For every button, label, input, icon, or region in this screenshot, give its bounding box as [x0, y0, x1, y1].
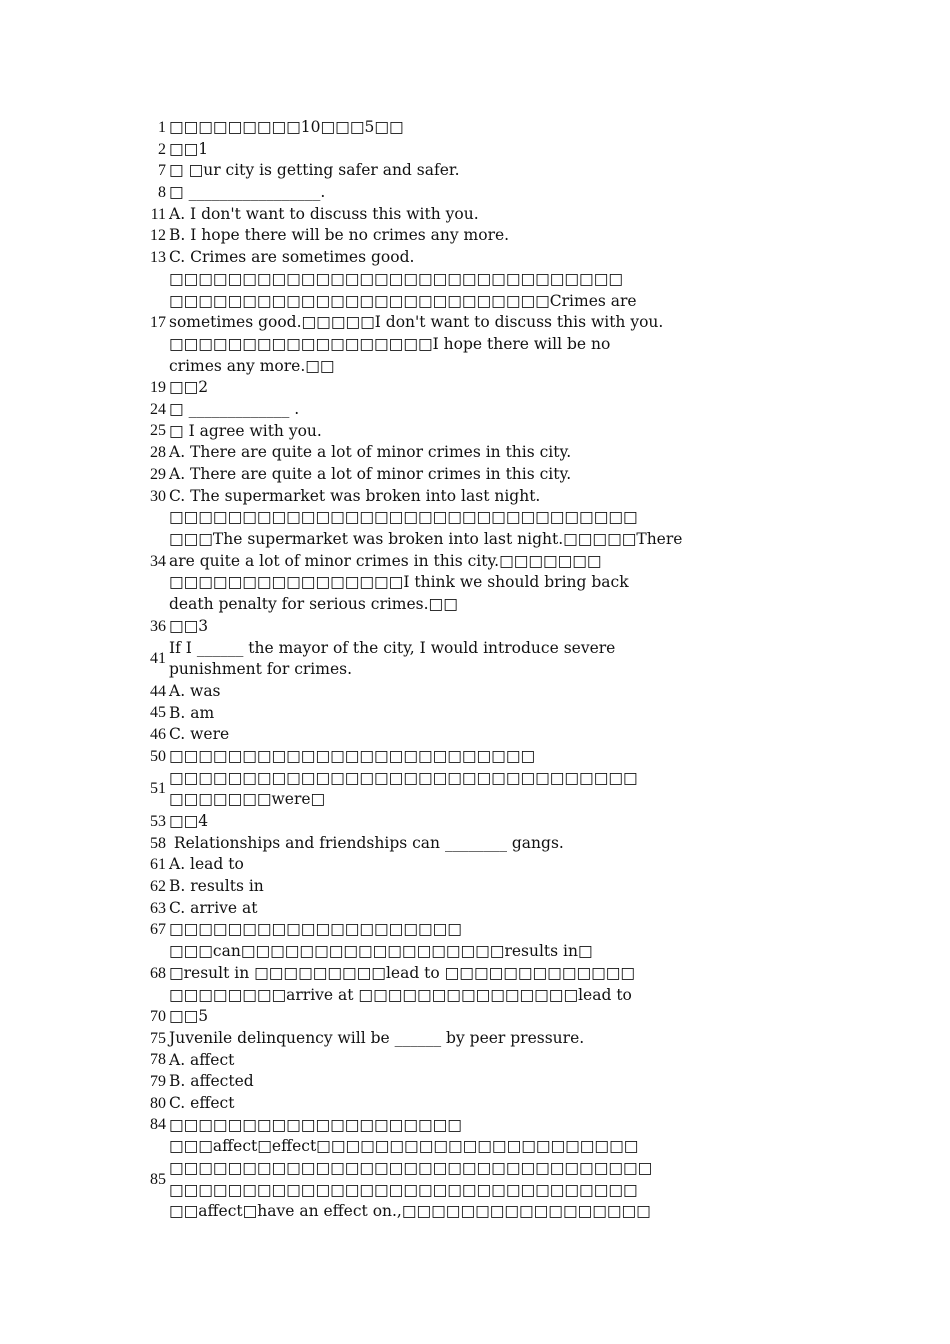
text-line: If I ______ the mayor of the city, I would introduce severe [169, 638, 616, 657]
line-number: 84 [150, 1116, 166, 1134]
row-text [169, 269, 700, 377]
text-line: B. I hope there will be no crimes any more. [169, 226, 510, 245]
text-line: □□□□□□□□□□□□□□□□□□□□□□□□□□□□□□□ [169, 269, 623, 288]
text-line: A. lead to [169, 855, 244, 874]
text-line: C. Crimes are sometimes good. [169, 248, 415, 267]
line-number: 67 [150, 921, 166, 939]
text-row [140, 182, 700, 204]
line-number: 50 [150, 747, 166, 765]
line-number: 28 [150, 444, 166, 462]
line-number: 7 [158, 162, 166, 180]
row-text [169, 399, 700, 421]
text-line: □ _____________ . [169, 399, 300, 418]
row-text [169, 811, 700, 833]
line-number: 85 [150, 1170, 166, 1188]
text-row [140, 464, 700, 486]
text-row [140, 876, 700, 898]
text-row [140, 486, 700, 508]
text-row [140, 616, 700, 638]
line-number: 19 [150, 379, 166, 397]
line-number: 62 [150, 877, 166, 895]
row-text [169, 876, 700, 898]
text-line: □□5 [169, 1007, 209, 1026]
row-text [169, 616, 700, 638]
line-number: 2 [158, 140, 166, 158]
line-number: 29 [150, 465, 166, 483]
text-line: sometimes good.□□□□□I don't want to discuss this with you. [169, 313, 664, 332]
row-text [169, 768, 700, 811]
row-text [169, 1093, 700, 1115]
text-row [140, 1050, 700, 1072]
line-number: 44 [150, 682, 166, 700]
text-row [140, 247, 700, 269]
row-text [169, 703, 700, 725]
row-text [169, 919, 700, 941]
text-row [140, 833, 700, 855]
text-row [140, 724, 700, 746]
text-row [140, 269, 700, 377]
line-number: 13 [150, 248, 166, 266]
line-number: 75 [150, 1029, 166, 1047]
text-row [140, 1136, 700, 1223]
row-text [169, 139, 700, 161]
line-number: 58 [150, 834, 166, 852]
text-line: are quite a lot of minor crimes in this city.□□□□□□□ [169, 551, 602, 570]
text-row [140, 768, 700, 811]
line-number: 25 [150, 422, 166, 440]
line-number: 79 [150, 1073, 166, 1091]
text-line: □□□□□□□□arrive at □□□□□□□□□□□□□□□lead to [169, 985, 632, 1004]
text-line: □□4 [169, 812, 209, 830]
text-row [140, 703, 700, 725]
row-text [169, 486, 700, 508]
text-line: □□□□□□□□□□□□□□□□□□□□□□□□□□Crimes are [169, 291, 637, 310]
text-row [140, 442, 700, 464]
text-line: A. was [169, 681, 221, 700]
row-text [169, 1136, 700, 1223]
line-number: 41 [150, 650, 166, 668]
row-text [169, 204, 700, 226]
text-line: C. were [169, 725, 230, 744]
text-line: punishment for crimes. [169, 660, 352, 679]
text-line: □□affect□have an effect on.,□□□□□□□□□□□□□□□□□ [169, 1202, 651, 1221]
text-line: □ □ur city is getting safer and safer. [169, 161, 460, 180]
line-number: 34 [150, 552, 166, 570]
line-number: 61 [150, 856, 166, 874]
text-line: □ _________________. [169, 183, 326, 202]
text-line: □□□□□□□□□□□□□□□□□□□□□□□□□□□□□□□□ [169, 768, 638, 787]
row-text [169, 377, 700, 399]
text-line: B. affected [169, 1072, 254, 1091]
text-line: □□□□□□□□□□□□□□□□□□□□□□□□□□□□□□□□ [169, 508, 638, 527]
text-line: A. I don't want to discuss this with you. [169, 204, 479, 223]
row-text [169, 1071, 700, 1093]
row-text [169, 1006, 700, 1028]
row-text [169, 854, 700, 876]
text-line: A. There are quite a lot of minor crimes in this city. [169, 443, 572, 462]
text-line: □□□affect□effect□□□□□□□□□□□□□□□□□□□□□□ [169, 1137, 639, 1156]
text-row [140, 421, 700, 443]
text-line: □□□□□□□□□□□□□□□□□□□□□□□□□□□□□□□□ [169, 1180, 638, 1199]
text-row [140, 1093, 700, 1115]
row-text [169, 746, 700, 768]
text-line: □□□□□□□□□□□□□□□□□□□□ [169, 1115, 462, 1134]
line-number: 80 [150, 1094, 166, 1112]
text-row [140, 1006, 700, 1028]
line-number: 1 [158, 118, 166, 136]
text-row [140, 117, 700, 139]
text-line: Relationships and friendships can ________ gangs. [169, 833, 564, 852]
text-line: □ I agree with you. [169, 421, 322, 440]
line-number: 12 [150, 227, 166, 245]
text-line: C. arrive at [169, 898, 258, 917]
text-line: □□□□□□□□□□□□□□□□□□I hope there will be no [169, 334, 611, 353]
text-line: □□1 [169, 139, 209, 158]
line-number: 63 [150, 899, 166, 917]
text-row [140, 638, 700, 681]
document-body [140, 117, 700, 1223]
row-text [169, 898, 700, 920]
row-text [169, 247, 700, 269]
text-row [140, 204, 700, 226]
text-line: □□3 [169, 616, 209, 635]
line-number: 36 [150, 617, 166, 635]
text-line: C. The supermarket was broken into last night. [169, 486, 541, 505]
line-number: 53 [150, 812, 166, 830]
line-number: 68 [150, 964, 166, 982]
text-line: □□□□□□□□□□□□□□□□I think we should bring back [169, 573, 629, 592]
text-row [140, 681, 700, 703]
text-line: A. There are quite a lot of minor crimes in this city. [169, 465, 572, 483]
text-line: □□□The supermarket was broken into last night.□□□□□There [169, 530, 683, 549]
text-row [140, 898, 700, 920]
text-row [140, 160, 700, 182]
row-text [169, 442, 700, 464]
line-number: 24 [150, 400, 166, 418]
text-line: □□□□□□□□□□□□□□□□□□□□ [169, 920, 462, 939]
line-number: 8 [158, 183, 166, 201]
line-number: 45 [150, 704, 166, 722]
text-line: crimes any more.□□ [169, 356, 335, 375]
text-line: □□□□□□□□□□□□□□□□□□□□□□□□□□□□□□□□□ [169, 1159, 653, 1177]
text-line: □□□can□□□□□□□□□□□□□□□□□□results in□ [169, 942, 593, 961]
row-text [169, 117, 700, 139]
row-text [169, 1115, 700, 1137]
row-text [169, 681, 700, 703]
row-text [169, 1050, 700, 1072]
text-row [140, 1071, 700, 1093]
text-row [140, 811, 700, 833]
row-text [169, 421, 700, 443]
line-number: 11 [150, 205, 166, 223]
text-row [140, 1028, 700, 1050]
line-number: 70 [150, 1008, 166, 1026]
text-row [140, 746, 700, 768]
row-text [169, 160, 700, 182]
text-row [140, 377, 700, 399]
text-line: Juvenile delinquency will be ______ by peer pressure. [169, 1028, 585, 1047]
text-row [140, 399, 700, 421]
text-row [140, 941, 700, 1006]
row-text [169, 638, 700, 681]
line-number: 17 [150, 314, 166, 332]
line-number: 78 [150, 1051, 166, 1069]
row-text [169, 507, 700, 615]
text-line: □□2 [169, 378, 209, 397]
row-text [169, 225, 700, 247]
line-number: 51 [150, 780, 166, 798]
text-row [140, 139, 700, 161]
text-row [140, 507, 700, 615]
text-line: B. results in [169, 877, 264, 896]
text-line: death penalty for serious crimes.□□ [169, 595, 458, 614]
text-line: □result in □□□□□□□□□lead to □□□□□□□□□□□□□ [169, 963, 636, 982]
line-number: 46 [150, 726, 166, 744]
text-row [140, 854, 700, 876]
text-line: C. effect [169, 1093, 235, 1112]
row-text [169, 182, 700, 204]
row-text [169, 1028, 700, 1050]
row-text [169, 724, 700, 746]
text-line: □□□□□□□were□ [169, 790, 326, 809]
line-number: 30 [150, 487, 166, 505]
row-text [169, 941, 700, 1006]
text-row [140, 919, 700, 941]
text-row [140, 225, 700, 247]
text-row [140, 1115, 700, 1137]
row-text [169, 464, 700, 486]
text-line: A. affect [169, 1050, 235, 1069]
text-line: B. am [169, 703, 215, 722]
text-line: □□□□□□□□□□□□□□□□□□□□□□□□□ [169, 746, 536, 765]
text-line: □□□□□□□□□10□□□5□□ [169, 118, 404, 136]
row-text [169, 833, 700, 855]
